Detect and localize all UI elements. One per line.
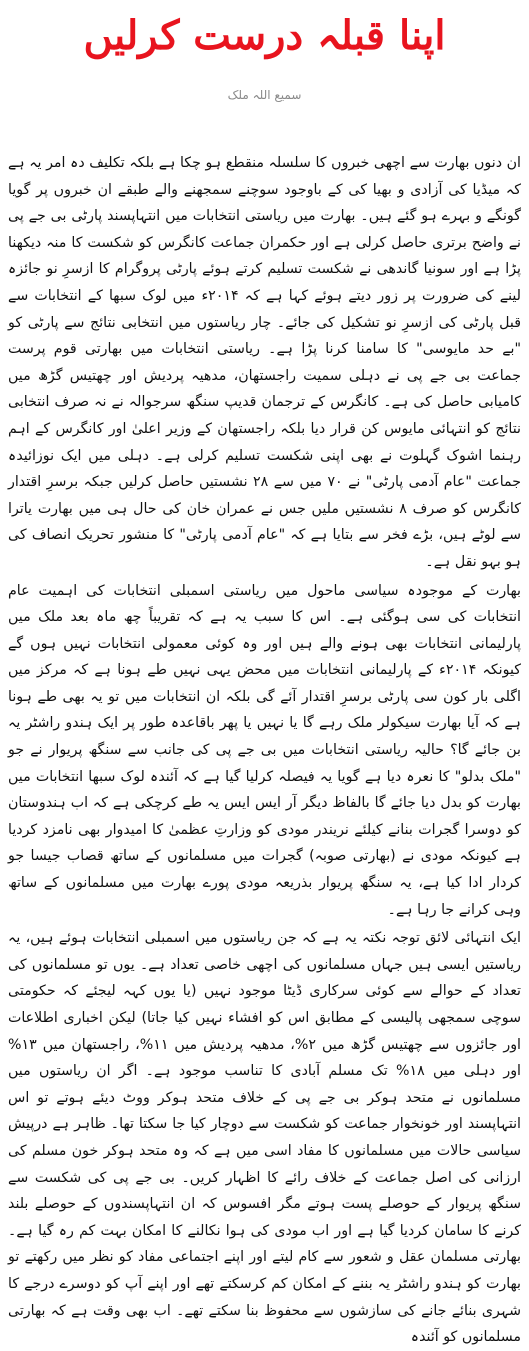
article-paragraph: ان دنوں بھارت سے اچھی خبروں کا سلسلہ منقطع ہو چکا ہے بلکہ تکلیف دہ امر یہ ہے کہ میڈیا کی آزادی و بھیا کی کے باوجود سوچنے سمجھنے والے طبقے ان خبروں پر گویا گونگے و بہرے ہو گئے ہیں۔ بھارت میں ریاستی انتخابات میں انتہاپسند پارٹی بی جے پی نے واضح برتری حاصل کرلی ہے اور حکمران جماعت کانگرس کو شکست کا منہ دیکھنا پڑا ہے اور سونیا گاندھی نے شکست تسلیم کرتے ہوئے پارٹی پروگرام کا ازسرِ نو جائزہ لینے کی ضرورت پر زور دیتے ہوئے کہا ہے کہ ۲۰۱۴ء میں لوک سبھا کے انتخابات سے قبل پارٹی کی ازسرِ نو تشکیل کی جائے۔ چار ریاستوں میں انتخابی نتائج سے پارٹی کو "بے حد مایوسی" کا سامنا کرنا پڑا ہے۔ ریاستی انتخابات میں بھارتی قوم پرست جماعت بی جے پی نے دہلی سمیت راجستھان، مدھیہ پردیش اور چھتیس گڑھ میں کامیابی حاصل کی ہے۔ کانگرس کے ترجمان قدیپ سنگھ سرجوالہ نے نہ صرف انتخابی نتائج کو انتہائی مایوس کن قرار دیا بلکہ راجستھان کے وزیر اعلیٰ اور کانگرس کے اہم رہنما اشوک گہلوت نے بھی اپنی شکست تسلیم کرلی ہے۔ دہلی میں ایک نوزائیدہ جماعت "عام آدمی پارٹی" نے ۷۰ میں سے ۲۸ نشستیں حاصل کرلیں جبکہ برسرِ اقتدار کانگرس کو صرف ۸ نشستیں ملیں جس نے عمران خان کی حال ہی میں بھارت یاترا سے لوٹے ہیں، بڑے فخر سے بتایا ہے کہ "عام آدمی پارٹی" کا منشور تحریک انصاف کی ہو بہو نقل ہے۔ [8, 155, 521, 570]
author-name: سمیع اللہ ملک [227, 88, 302, 102]
article-paragraph: ایک انتہائی لائق توجہ نکتہ یہ ہے کہ جن ریاستوں میں اسمبلی انتخابات ہوئے ہیں، یہ ریاستیں ایسی ہیں جہاں مسلمانوں کی اچھی خاصی تعداد ہے۔ یوں تو مسلمانوں کی تعداد کے حوالے سے کوئی سرکاری ڈیٹا موجود نہیں (یا یوں کہہ لیجئے کہ حکومتی سوچی سمجھی پالیسی کے مطابق اس کو افشاء نہیں کیا جاتا) لیکن اخباری اطلاعات اور جائزوں سے چھتیس گڑھ میں ۲%، مدھیہ پردیش میں ۱۱%، راجستھان میں ۱۳% اور دہلی میں ۱۸% تک مسلم آبادی کا تناسب موجود ہے۔ اگر ان ریاستوں میں مسلمانوں نے متحد ہوکر بی جے پی کے خلاف متحد ہوکر ووٹ دیئے ہوتے تو اس انتہاپسند اور خونخوار جماعت کو شکست سے دوچار کیا جا سکتا تھا۔ ظاہر ہے درپیش سیاسی حالات میں مسلمانوں کا مفاد اسی میں ہے کہ وہ متحد ہوکر خون مسلم کی ارزانی کی اصل جماعت کے خلاف رائے کا اظہار کریں۔ بی جے پی کی شکست سے سنگھ پریوار کے حوصلے پست ہوتے مگر افسوس کہ ان انتہاپسندوں کے حوصلے بلند کرنے کا سامان کردیا گیا ہے اور اب مودی کی ہوا نکالنے کا امکان بہت کم رہ گیا ہے۔ بھارتی مسلمان عقل و شعور سے کام لیتے اور اپنے اجتماعی مفاد کو نظر میں رکھتے تو بھارت کو ہندو راشٹر یہ بننے کے امکان کم کرسکتے تھے اور اپنے آپ کو دوسرے درجے کا شہری بنائے جانے کی سازشوں سے محفوظ بنا سکتے تھے۔ اب بھی وقت ہے کہ بھارتی مسلمانوں کو آئندہ [8, 930, 521, 1346]
article-body [8, 150, 521, 1351]
article-title: اپنا قبلہ درست کرلیں [83, 12, 446, 59]
article-paragraph: بھارت کے موجودہ سیاسی ماحول میں ریاستی اسمبلی انتخابات کی اہمیت عام انتخابات کی سی ہوگئی ہے۔ اس کا سبب یہ ہے کہ تقریباً چھ ماہ بعد ملک میں پارلیمانی انتخابات بھی ہونے والے ہیں اور وہ کوئی معمولی انتخابات نہیں ہوں گے کیونکہ ۲۰۱۴ء کے پارلیمانی انتخابات میں محض یہی نہیں طے ہونا ہے کہ مرکز میں اگلی بار کون سی پارٹی برسرِ اقتدار آئے گی بلکہ ان انتخابات میں تو یہ بھی طے ہونا ہے کہ آیا بھارت سیکولر ملک رہے گا یا نہیں یا پھر باقاعدہ طور پر ایک ہندو راشٹر یہ بن جائے گا؟ حالیہ ریاستی انتخابات میں بی جے پی کی جانب سے سنگھ پریوار نے جو "ملک بدلو" کا نعرہ دیا ہے گویا یہ فیصلہ کرلیا گیا ہے کہ آئندہ لوک سبھا انتخابات میں بھارت کو بدل دیا جائے گا بالفاظ دیگر آر ایس ایس یہ طے کرچکی ہے کہ اب ہندوستان کو دوسرا گجرات بنانے کیلئے نریندر مودی کو وزارتِ عظمیٰ کا امیدوار بھی نامزد کردیا ہے کیونکہ مودی نے (بھارتی صوبہ) گجرات میں مسلمانوں کے ساتھ قصاب جیسا جو کردار ادا کیا ہے، یہ سنگھ پریوار بذریعہ مودی پورے بھارت میں مسلمانوں کے ساتھ وہی کرانے جا رہا ہے۔ [8, 582, 521, 918]
